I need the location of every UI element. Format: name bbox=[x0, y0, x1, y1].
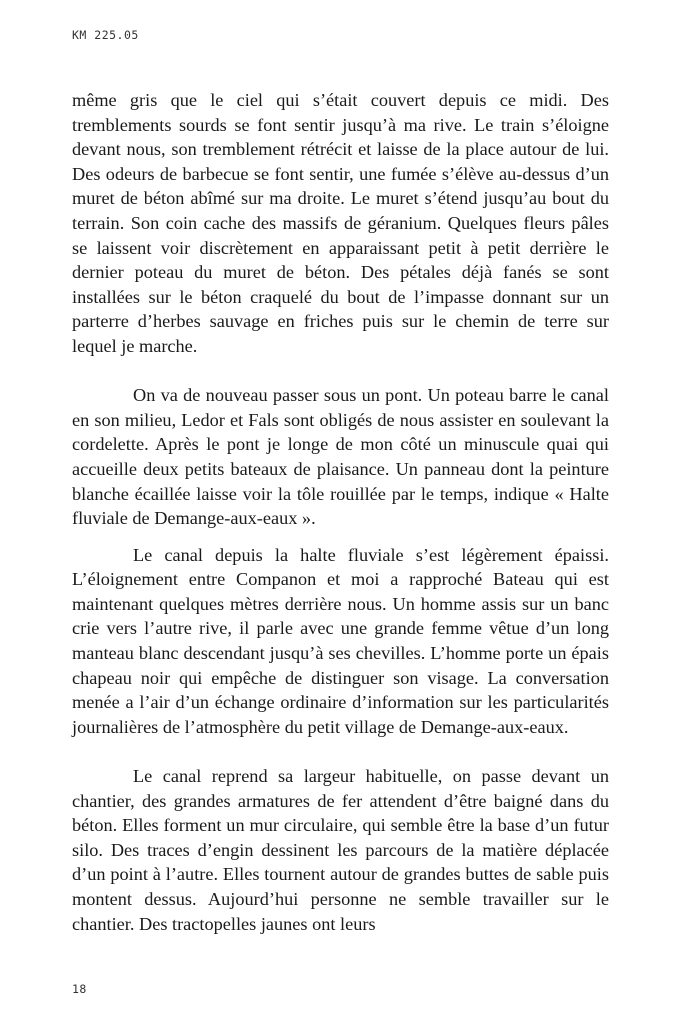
paragraph: On va de nouveau passer sous un pont. Un poteau barre le canal en son milieu, Ledor et Fals sont obligés de nous assister en soulevant la cordelette. Après le pont je longe de mon côté un minuscule quai qui accueille deux petits bateaux de plaisance. Un panneau dont la peinture blanche écaillée laisse voir la tôle rouillée par le temps, indique « Halte fluviale de Demange-aux-eaux ». bbox=[72, 385, 609, 529]
paragraph: Le canal reprend sa largeur habituelle, on passe devant un chantier, des grandes armatures de fer attendent d’être baigné dans du béton. Elles forment un mur circulaire, qui semble être la base d’un futur silo. Des traces d’engin dessinent les parcours de la matière déplacée d’un point à l’autre. Elles tournent autour de grandes buttes de sable puis montent dessus. Aujourd’hui personne ne semble travailler sur le chantier. Des tractopelles jaunes ont leurs bbox=[72, 766, 609, 934]
paragraph: même gris que le ciel qui s’était couvert depuis ce midi. Des tremblements sourds se font sentir jusqu’à ma rive. Le train s’éloigne devant nous, son tremblement rétrécit et laisse de la place autour de lui. Des odeurs de barbecue se font sentir, une fumée s’élève au-dessus d’un muret de béton abîmé sur ma droite. Le muret s’étend jusqu’au bout du terrain. Son coin cache des massifs de géranium. Quelques fleurs pâles se laissent voir discrètement en apparaissant petit à petit derrière le dernier poteau du muret de béton. Des pétales déjà fanés se sont installées sur le béton craquelé du bout de l’impasse donnant sur un parterre d’herbes sauvage en friches puis sur le chemin de terre sur lequel je marche. bbox=[72, 90, 609, 356]
body-text bbox=[72, 88, 609, 936]
running-head: KM 225.05 bbox=[72, 28, 139, 42]
page-number: 18 bbox=[72, 982, 87, 996]
paragraph: Le canal depuis la halte fluviale s’est légèrement épaissi. L’éloignement entre Companon et moi a rapproché Bateau qui est maintenant quelques mètres derrière nous. Un homme assis sur un banc crie vers l’autre rive, il parle avec une grande femme vêtue d’un long manteau blanc descendant jusqu’à ses chevilles. L’homme porte un épais chapeau noir qui empêche de distinguer son visage. La conversation menée a l’air d’un échange ordinaire d’information sur les particularités journalières de l’atmosphère du petit village de Demange-aux-eaux. bbox=[72, 544, 609, 737]
